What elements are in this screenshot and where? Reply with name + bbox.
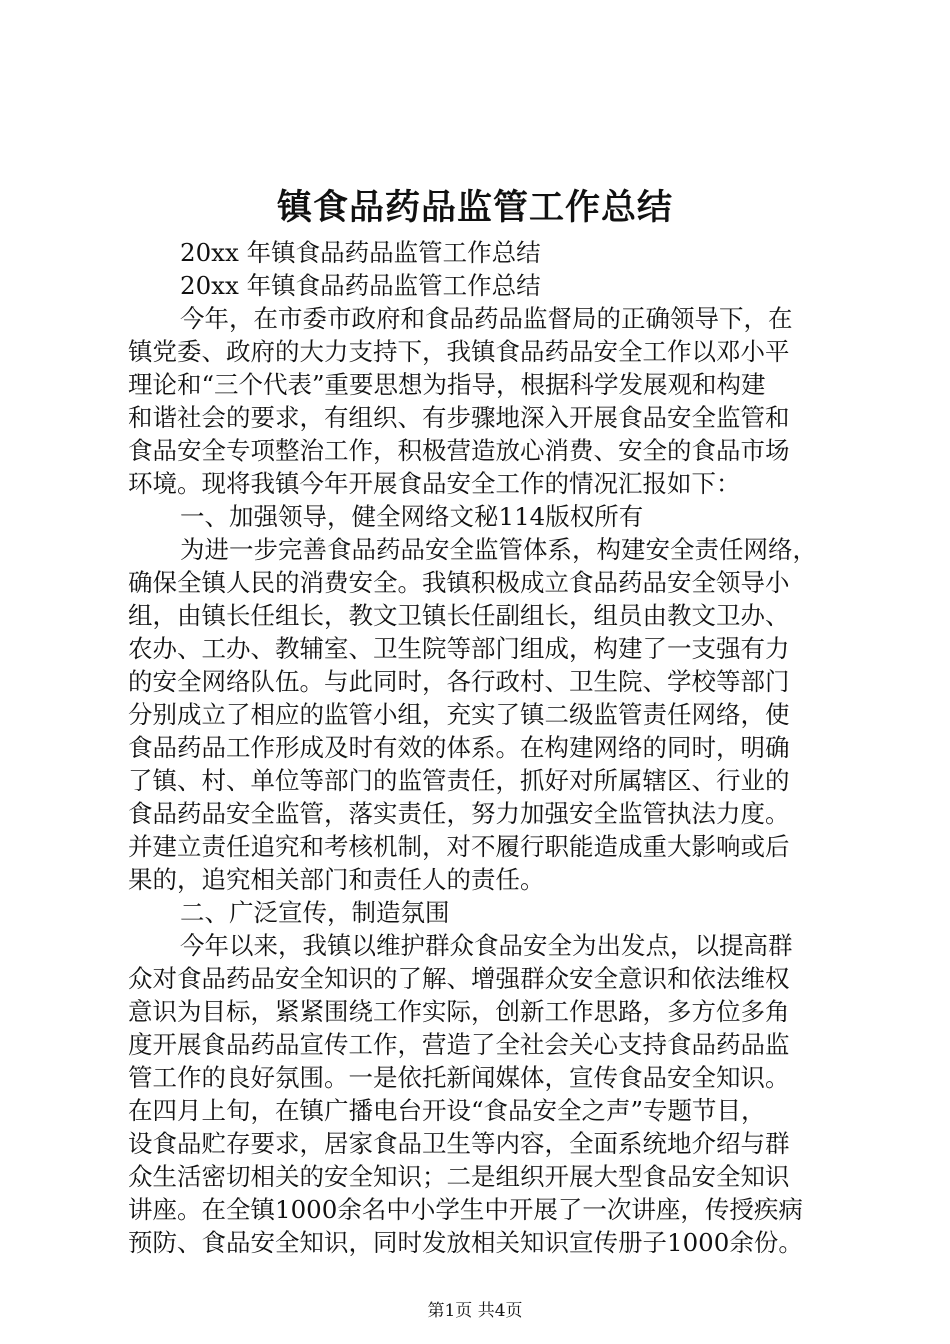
text-line: 二、广泛宣传，制造氛围 [180, 898, 450, 927]
text-line: 管工作的良好氛围。一是依托新闻媒体，宣传食品安全知识。 [128, 1063, 790, 1092]
text-line: 众生活密切相关的安全知识；二是组织开展大型食品安全知识 [128, 1162, 790, 1191]
text-line: 和谐社会的要求，有组织、有步骤地深入开展食品安全监管和 [128, 403, 790, 432]
text-line: 20xx 年镇食品药品监管工作总结 [180, 271, 541, 300]
text-line: 农办、工办、教辅室、卫生院等部门组成，构建了一支强有力 [128, 634, 790, 663]
text-line: 镇党委、政府的大力支持下，我镇食品药品安全工作以邓小平 [128, 337, 790, 366]
text-line: 的安全网络队伍。与此同时，各行政村、卫生院、学校等部门 [128, 667, 790, 696]
text-line: 环境。现将我镇今年开展食品安全工作的情况汇报如下： [128, 469, 741, 498]
document-title: 镇食品药品监管工作总结 [276, 187, 673, 228]
text-line: 意识为目标，紧紧围绕工作实际，创新工作思路，多方位多角 [128, 997, 790, 1026]
text-line: 确保全镇人民的消费安全。我镇积极成立食品药品安全领导小 [128, 568, 790, 597]
text-line: 了镇、村、单位等部门的监管责任，抓好对所属辖区、行业的 [128, 766, 790, 795]
text-line: 讲座。在全镇1000余名中小学生中开展了一次讲座，传授疾病 [128, 1195, 803, 1224]
text-line: 果的，追究相关部门和责任人的责任。 [128, 865, 545, 894]
page-footer: 第1页 共4页 [427, 1301, 523, 1321]
text-line: 分别成立了相应的监管小组，充实了镇二级监管责任网络，使 [128, 700, 790, 729]
text-line: 设食品贮存要求，居家食品卫生等内容，全面系统地介绍与群 [128, 1129, 790, 1158]
text-line: 众对食品药品安全知识的了解、增强群众安全意识和依法维权 [128, 964, 790, 993]
text-line: 预防、食品安全知识，同时发放相关知识宣传册子1000余份。 [128, 1228, 803, 1257]
document-body [128, 236, 828, 1259]
text-line: 食品药品工作形成及时有效的体系。在构建网络的同时，明确 [128, 733, 790, 762]
text-line: 今年，在市委市政府和食品药品监督局的正确领导下，在 [180, 304, 793, 333]
text-line: 为进一步完善食品药品安全监管体系，构建安全责任网络， [180, 535, 817, 564]
text-line: 度开展食品药品宣传工作，营造了全社会关心支持食品药品监 [128, 1030, 790, 1059]
text-line: 食品药品安全监管，落实责任，努力加强安全监管执法力度。 [128, 799, 790, 828]
text-line: 在四月上旬，在镇广播电台开设“食品安全之声”专题节目， [128, 1096, 766, 1125]
text-line: 20xx 年镇食品药品监管工作总结 [180, 238, 541, 267]
text-line: 并建立责任追究和考核机制，对不履行职能造成重大影响或后 [128, 832, 790, 861]
text-line: 一、加强领导，健全网络文秘114版权所有 [180, 502, 644, 531]
text-line: 组，由镇长任组长，教文卫镇长任副组长，组员由教文卫办、 [128, 601, 790, 630]
text-line: 今年以来，我镇以维护群众食品安全为出发点，以提高群 [180, 931, 793, 960]
text-line: 理论和“三个代表”重要思想为指导，根据科学发展观和构建 [128, 370, 766, 399]
text-line: 食品安全专项整治工作，积极营造放心消费、安全的食品市场 [128, 436, 790, 465]
